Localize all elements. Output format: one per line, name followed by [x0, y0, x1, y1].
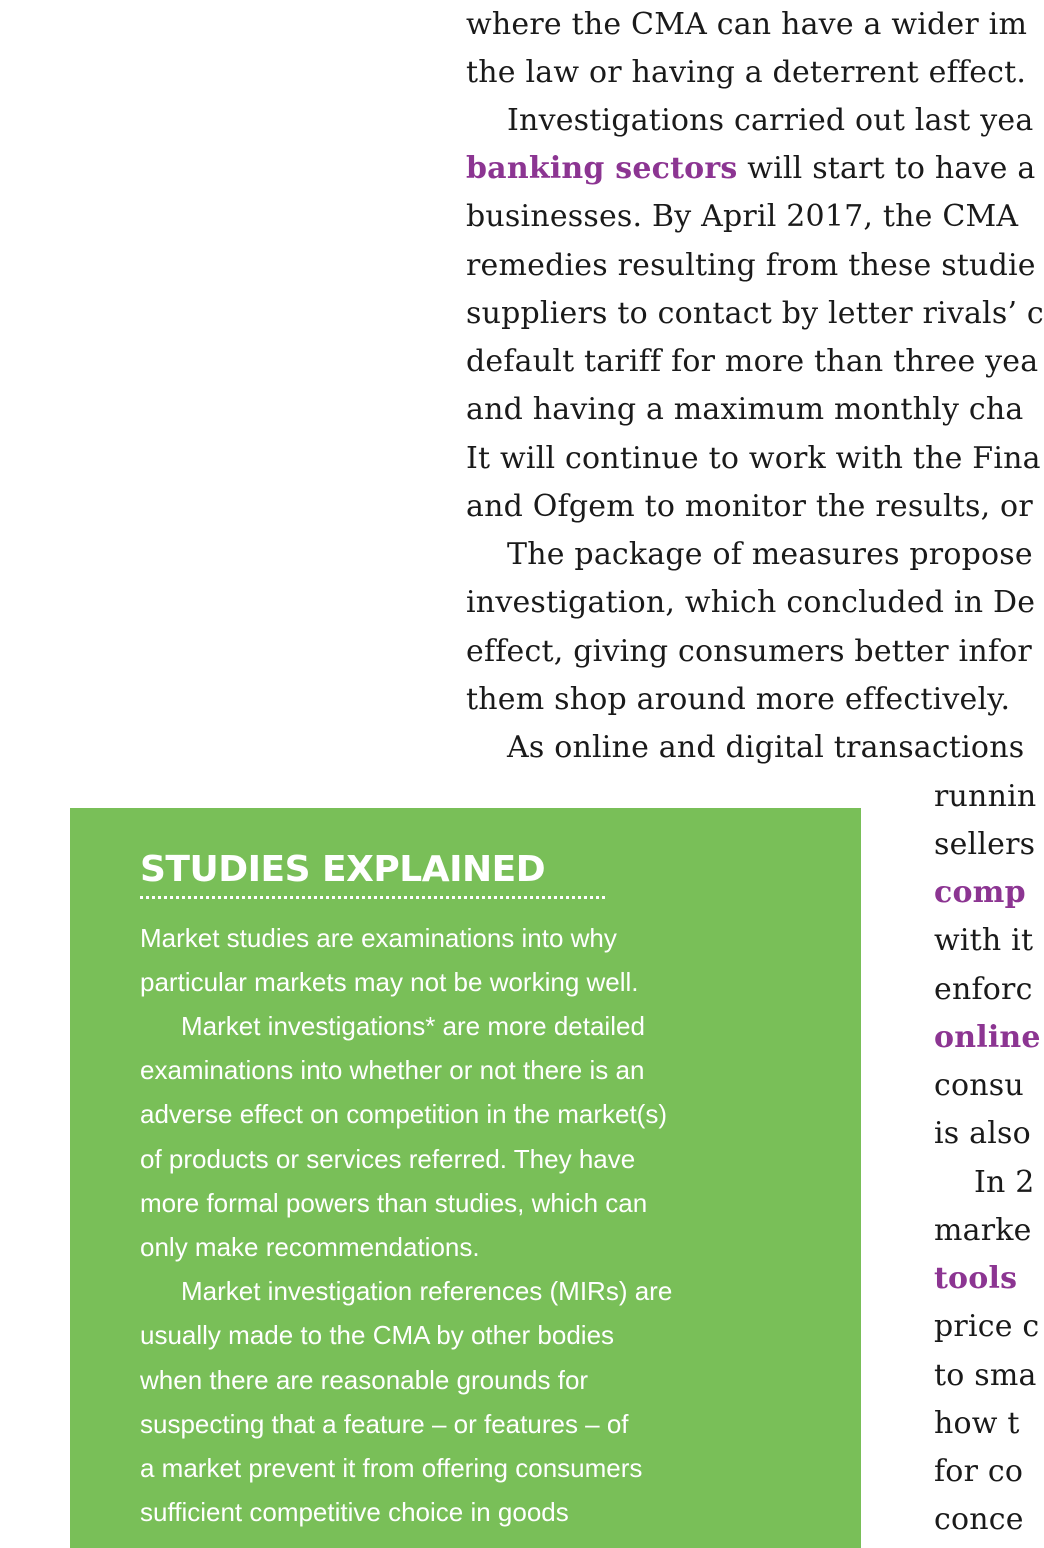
sidebar-line: Market investigations* are more detailed — [181, 1011, 645, 1041]
right-line: conce — [934, 1502, 1024, 1537]
main-line: default tariff for more than three yea — [466, 344, 1039, 379]
right-line: consu — [934, 1068, 1024, 1103]
right-line: how t — [934, 1406, 1020, 1441]
dotted-divider — [140, 896, 605, 899]
sidebar-line: Market studies are examinations into why — [140, 923, 617, 953]
right-line: runnin — [934, 779, 1037, 814]
main-line: remedies resulting from these studie — [466, 248, 1036, 283]
sidebar-line: of products or services referred. They have — [140, 1144, 636, 1174]
main-line: It will continue to work with the Fina — [466, 441, 1041, 476]
right-line — [934, 1255, 1017, 1303]
tools-link[interactable]: tools — [934, 1261, 1018, 1296]
sidebar-line: suspecting that a feature – or features – of — [140, 1409, 629, 1439]
main-line: where the CMA can have a wider im — [466, 7, 1028, 42]
right-line: price c — [934, 1309, 1040, 1344]
competition-link[interactable]: comp — [934, 875, 1026, 910]
main-line: As online and digital transactions — [507, 730, 1025, 765]
sidebar-line: Market investigation references (MIRs) are — [181, 1276, 673, 1306]
main-line: effect, giving consumers better infor — [466, 634, 1032, 669]
main-line: banking sectors will start to have a — [466, 151, 1036, 186]
sidebar-line: when there are reasonable grounds for — [140, 1365, 589, 1395]
main-line: The package of measures propose — [507, 537, 1033, 572]
banking-sectors-link[interactable]: banking sectors — [466, 151, 738, 186]
sidebar-line: examinations into whether or not there is an — [140, 1055, 645, 1085]
sidebar-line: particular markets may not be working well. — [140, 967, 639, 997]
studies-explained-sidebar — [70, 808, 861, 1548]
main-line: Investigations carried out last yea — [507, 103, 1034, 138]
right-line: In 2 — [974, 1165, 1035, 1200]
right-line — [934, 1014, 1041, 1062]
main-line: suppliers to contact by letter rivals’ c — [466, 296, 1044, 331]
sidebar-line: more formal powers than studies, which can — [140, 1188, 648, 1218]
main-line: investigation, which concluded in De — [466, 585, 1036, 620]
right-line: sellers — [934, 827, 1036, 862]
right-line: with it — [934, 923, 1034, 958]
right-line: to sma — [934, 1358, 1037, 1393]
main-line: businesses. By April 2017, the CMA — [466, 199, 1019, 234]
main-line: them shop around more effectively. — [466, 682, 1011, 717]
right-line — [934, 869, 1026, 917]
main-line: and having a maximum monthly cha — [466, 392, 1024, 427]
sidebar-line: a market prevent it from offering consumers — [140, 1453, 643, 1483]
sidebar-line: adverse effect on competition in the market(s) — [140, 1099, 667, 1129]
online-link[interactable]: online — [934, 1020, 1041, 1055]
main-line: the law or having a deterrent effect. — [466, 55, 1027, 90]
right-line: enforc — [934, 972, 1033, 1007]
right-line: for co — [934, 1454, 1024, 1489]
main-line: and Ofgem to monitor the results, or — [466, 489, 1033, 524]
sidebar-line: sufficient competitive choice in goods — [140, 1497, 569, 1527]
sidebar-title: STUDIES EXPLAINED — [140, 849, 546, 890]
right-line: marke — [934, 1213, 1032, 1248]
right-line: is also — [934, 1116, 1031, 1151]
sidebar-line: only make recommendations. — [140, 1232, 480, 1262]
sidebar-line: usually made to the CMA by other bodies — [140, 1320, 615, 1350]
